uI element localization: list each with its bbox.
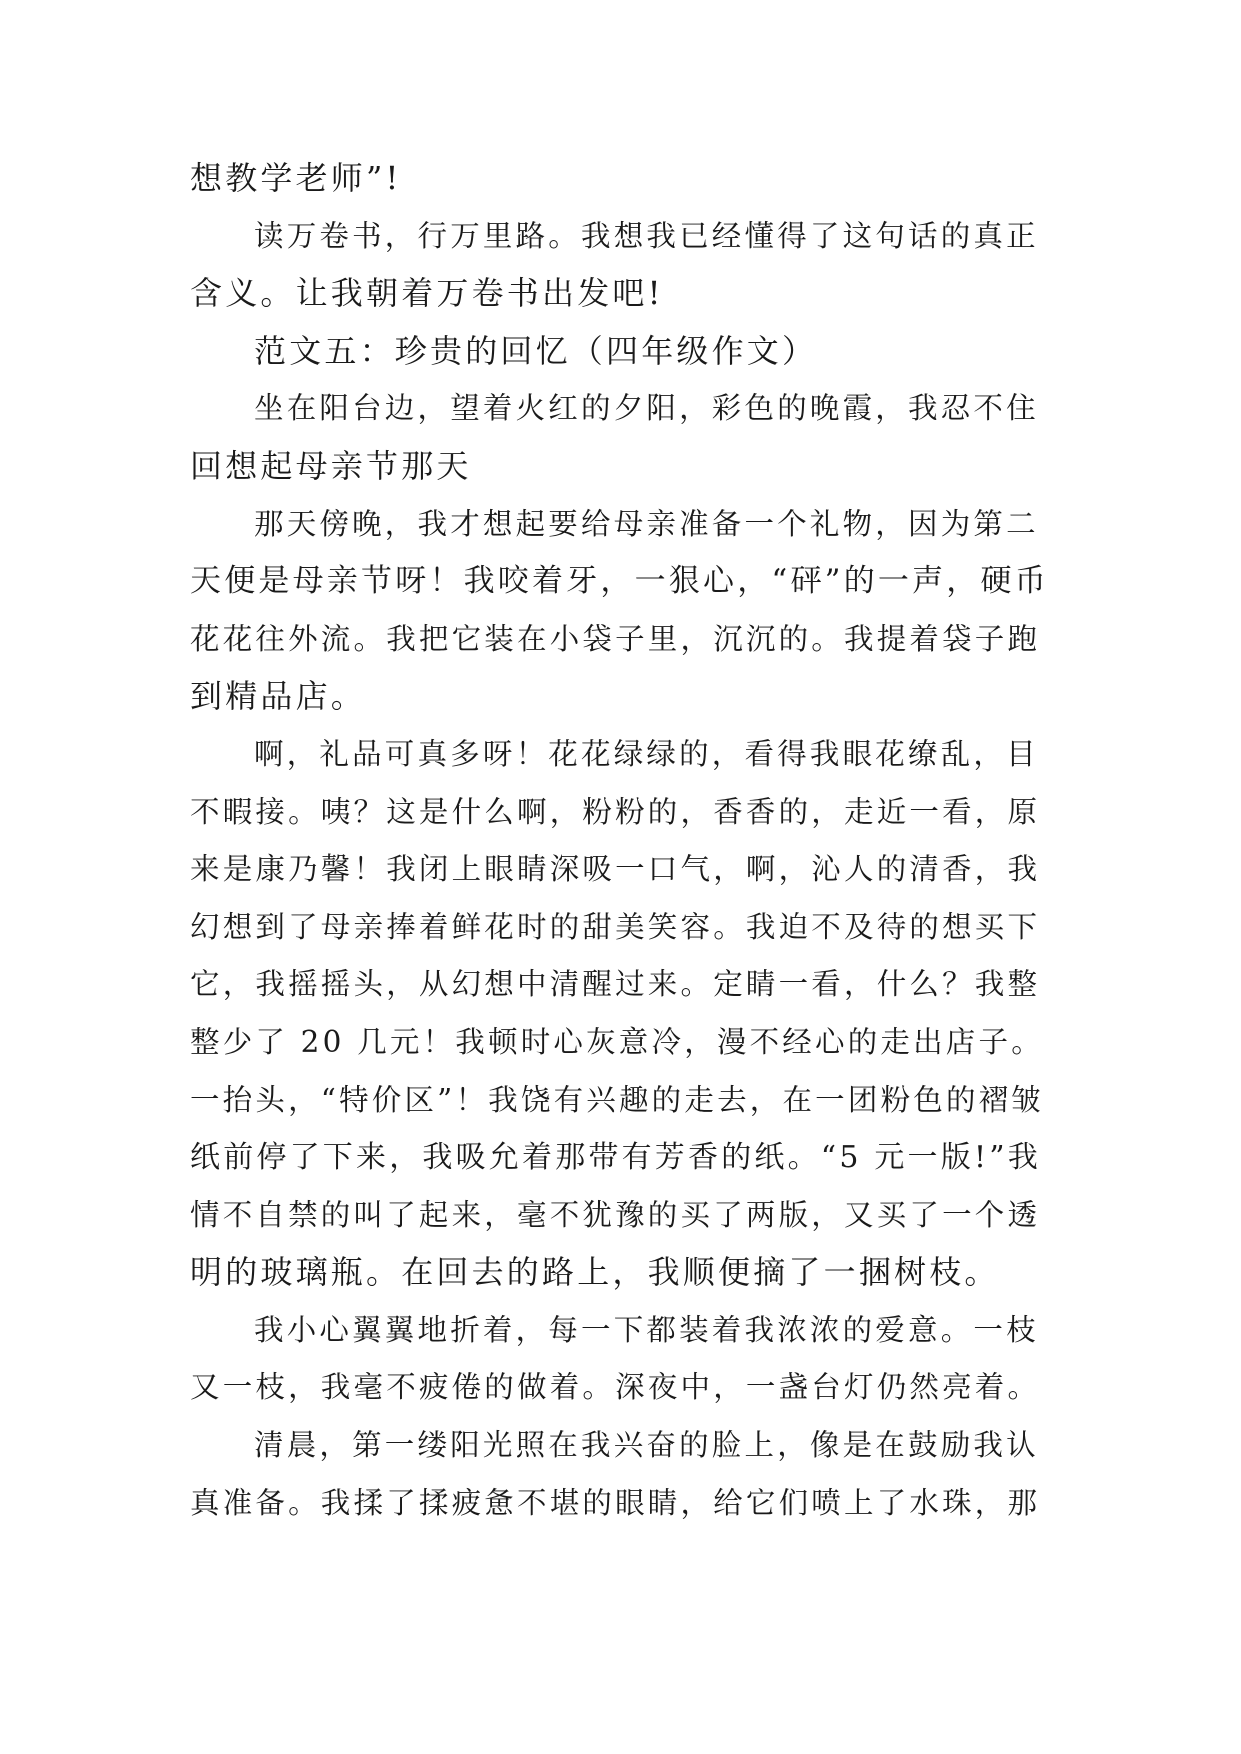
text-line: 读万卷书，行万里路。我想我已经懂得了这句话的真正: [254, 218, 1039, 253]
text-line: 到精品店。: [190, 677, 367, 716]
text-line: 想教学老师”!: [190, 159, 402, 197]
text-line: 那天傍晚，我才想起要给母亲准备一个礼物，因为第二: [254, 506, 1039, 541]
text-line: 啊，礼品可真多呀！花花绿绿的，看得我眼花缭乱，目: [254, 736, 1039, 771]
section-heading: 范文五：珍贵的回忆（四年级作文）: [254, 331, 818, 370]
text-line: 又一枝，我毫不疲倦的做着。深夜中，一盏台灯仍然亮着。: [190, 1370, 1041, 1405]
text-line: 真准备。我揉了揉疲惫不堪的眼睛，给它们喷上了水珠，那: [190, 1485, 1041, 1520]
text-line: 它，我摇摇头，从幻想中清醒过来。定睛一看，什么？我整: [190, 967, 1041, 1002]
text-line: 花花往外流。我把它装在小袋子里，沉沉的。我提着袋子跑: [190, 621, 1041, 656]
text-line: 来是康乃馨！我闭上眼睛深吸一口气，啊，沁人的清香，我: [190, 852, 1041, 887]
text-line: 清晨，第一缕阳光照在我兴奋的脸上，像是在鼓励我认: [254, 1428, 1039, 1463]
text-line: 明的玻璃瓶。在回去的路上，我顺便摘了一捆树枝。: [190, 1253, 1000, 1292]
text-line: 纸前停了下来，我吸允着那带有芳香的纸。“5 元一版!”我: [190, 1140, 1041, 1176]
text-line: 坐在阳台边，望着火红的夕阳，彩色的晚霞，我忍不住: [254, 391, 1039, 426]
text-line: 不暇接。咦？这是什么啊，粉粉的，香香的，走近一看，原: [190, 794, 1041, 829]
document-body: [190, 150, 1050, 1532]
text-line: 天便是母亲节呀！我咬着牙，一狠心，“砰”的一声，硬币: [190, 563, 1049, 600]
text-line: 情不自禁的叫了起来，毫不犹豫的买了两版，又买了一个透: [190, 1197, 1041, 1232]
text-line: 一抬头，“特价区”！我饶有兴趣的走去，在一团粉色的褶皱: [190, 1082, 1045, 1117]
text-line: 回想起母亲节那天: [190, 446, 472, 485]
text-line: 含义。让我朝着万卷书出发吧!: [190, 274, 664, 313]
text-line: 幻想到了母亲捧着鲜花时的甜美笑容。我迫不及待的想买下: [190, 909, 1041, 944]
text-line: 整少了 20 几元！我顿时心灰意冷，漫不经心的走出店子。: [190, 1024, 1044, 1059]
text-line: 我小心翼翼地折着，每一下都装着我浓浓的爱意。一枝: [254, 1312, 1039, 1347]
